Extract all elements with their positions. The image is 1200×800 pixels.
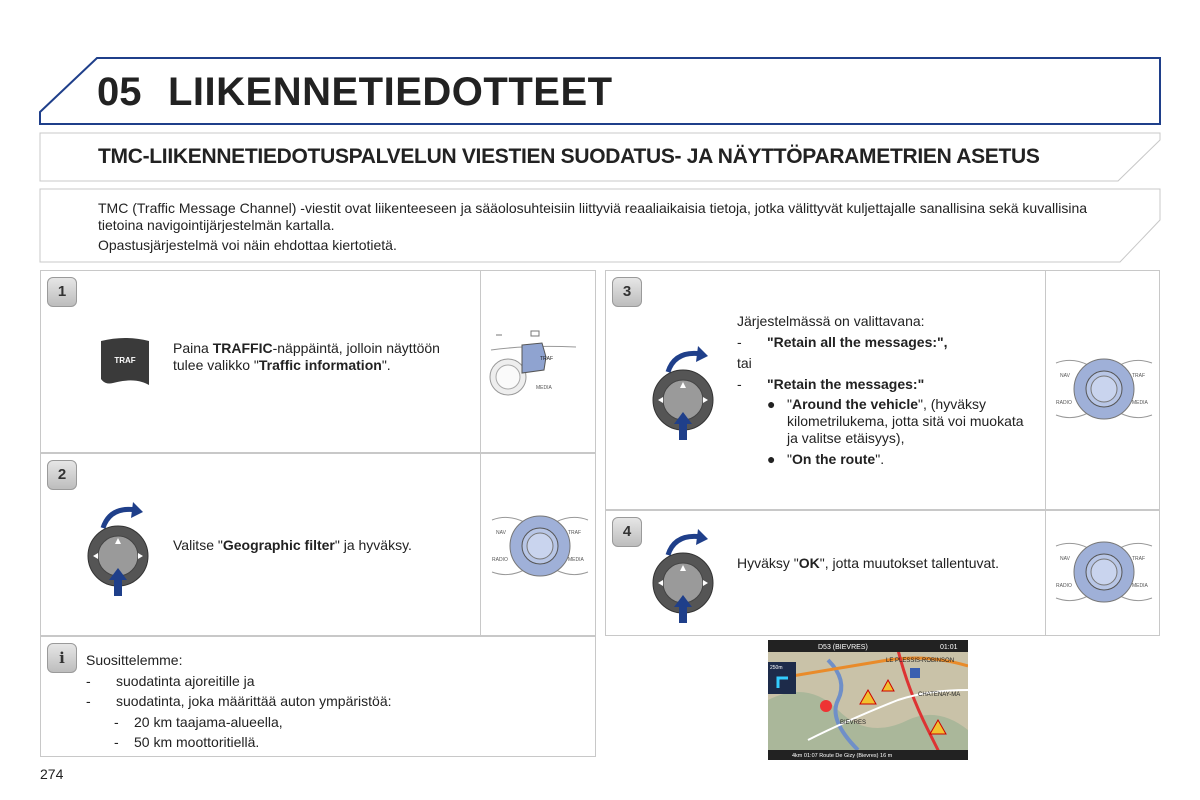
divider <box>1045 270 1046 510</box>
media-label: MEDIA <box>1132 400 1148 406</box>
step-1-post: ". <box>381 357 391 373</box>
traf-label: TRAF <box>540 356 554 362</box>
tip-item: - suodatinta, joka määrittää auton ympäristöä: <box>86 693 392 709</box>
step-2-text <box>173 537 473 554</box>
step-2-pre: Valitse " <box>173 537 223 553</box>
map-road-label: D53 (BIEVRES) <box>818 644 868 651</box>
page-number: 274 <box>40 766 64 782</box>
step-1-mid: -näppäintä, jolloin näyttöön tulee valikko " <box>173 340 440 373</box>
bullet-icon: ● <box>767 396 776 412</box>
media-label: MEDIA <box>568 557 584 563</box>
suboption-around-vehicle: ● "Around the vehicle", (hyväksy kilometrilukema, jotta sitä voi muokata ja valitse etäisyys), <box>767 396 1024 446</box>
step-1-pre: Paina <box>173 340 213 356</box>
bullet-icon: ● <box>767 451 776 467</box>
control-knob-illustration <box>1052 538 1156 606</box>
nav-label: NAV <box>1060 556 1070 562</box>
control-knob-illustration <box>488 512 592 580</box>
step-4-pre: Hyväksy " <box>737 555 799 571</box>
nav-label: NAV <box>496 530 506 536</box>
step-1-text <box>173 340 463 374</box>
or-label: tai <box>737 355 752 371</box>
info-icon: i <box>47 643 77 673</box>
map-clock: 01:01 <box>940 644 958 651</box>
step-2-post: " ja hyväksy. <box>334 537 412 553</box>
radio-label: RADIO <box>492 557 508 563</box>
media-label: MEDIA <box>536 385 552 391</box>
tip-item: - suodatinta ajoreitille ja <box>86 672 255 689</box>
intro-text <box>98 200 1128 257</box>
map-place-2: CHATENAY-MA <box>918 692 961 698</box>
control-knob-illustration <box>1052 355 1156 423</box>
step-4-badge: 4 <box>612 517 642 547</box>
step-2-badge: 2 <box>47 460 77 490</box>
step-4-post: ", jotta muutokset tallentuvat. <box>819 555 1000 571</box>
suboption-on-route: ● "On the route". <box>767 451 885 467</box>
tip-subitem: - 50 km moottoritiellä. <box>114 734 260 750</box>
divider <box>480 270 481 453</box>
step-3-intro: Järjestelmässä on valittavana: <box>737 313 925 329</box>
step-3-badge: 3 <box>612 277 642 307</box>
rotary-knob-push-icon <box>85 498 155 598</box>
tip-heading: Suosittelemme: <box>86 652 183 668</box>
traf-label: TRAF <box>568 530 582 536</box>
intro-line-1: TMC (Traffic Message Channel) -viestit ovat liikenteeseen ja sääolosuhteisiin liittyviä reaaliaikaisia tietoja, jotka välittyvät kuljettajalle sanallisina sekä kuvallisina tietoina navigointijärjestelmän kartalla. <box>98 200 1088 233</box>
intro-line-2: Opastusjärjestelmä voi näin ehdottaa kiertotietä. <box>98 237 397 253</box>
geographic-filter-option: Geographic filter <box>222 537 335 553</box>
step-3-text <box>737 313 1037 468</box>
traffic-key-label: TRAFFIC <box>212 340 273 356</box>
tip-text <box>86 650 586 753</box>
map-scale: 250m <box>770 665 783 671</box>
traf-label: TRAF <box>1132 373 1146 379</box>
map-status-bar: 4km 01:07 Route De Gizy (Bievres) 16 m <box>792 753 893 759</box>
map-place-3: BIEVRES <box>840 720 867 726</box>
traffic-button-icon <box>95 335 155 390</box>
divider <box>1045 510 1046 636</box>
radio-label: RADIO <box>1056 400 1072 406</box>
step-4-text <box>737 555 1017 572</box>
map-place-1: LE PLESSIS-ROBINSON <box>886 658 955 664</box>
nav-label: NAV <box>1060 373 1070 379</box>
step-1-badge: 1 <box>47 277 77 307</box>
chapter-number: 05 <box>97 70 142 114</box>
traffic-information-menu: Traffic information <box>258 357 382 373</box>
traf-button-label: TRAF <box>114 356 136 365</box>
divider <box>480 453 481 636</box>
ok-label: OK <box>798 555 820 571</box>
traf-label: TRAF <box>1132 556 1146 562</box>
option-retain-messages: - "Retain the messages:" <box>737 376 925 392</box>
navigation-map-screenshot <box>768 640 968 760</box>
media-label: MEDIA <box>1132 583 1148 589</box>
option-retain-all: - "Retain all the messages:", <box>737 334 948 350</box>
tip-subitem: - 20 km taajama-alueella, <box>114 713 283 730</box>
section-title: TMC-LIIKENNETIEDOTUSPALVELUN VIESTIEN SUODATUS- JA NÄYTTÖPARAMETRIEN ASETUS <box>98 145 1040 168</box>
radio-label: RADIO <box>1056 583 1072 589</box>
rotary-knob-push-icon <box>650 525 720 625</box>
chapter-title: LIIKENNETIEDOTTEET <box>168 70 613 114</box>
control-panel-traf-illustration <box>486 325 590 400</box>
rotary-knob-push-icon <box>650 342 720 442</box>
